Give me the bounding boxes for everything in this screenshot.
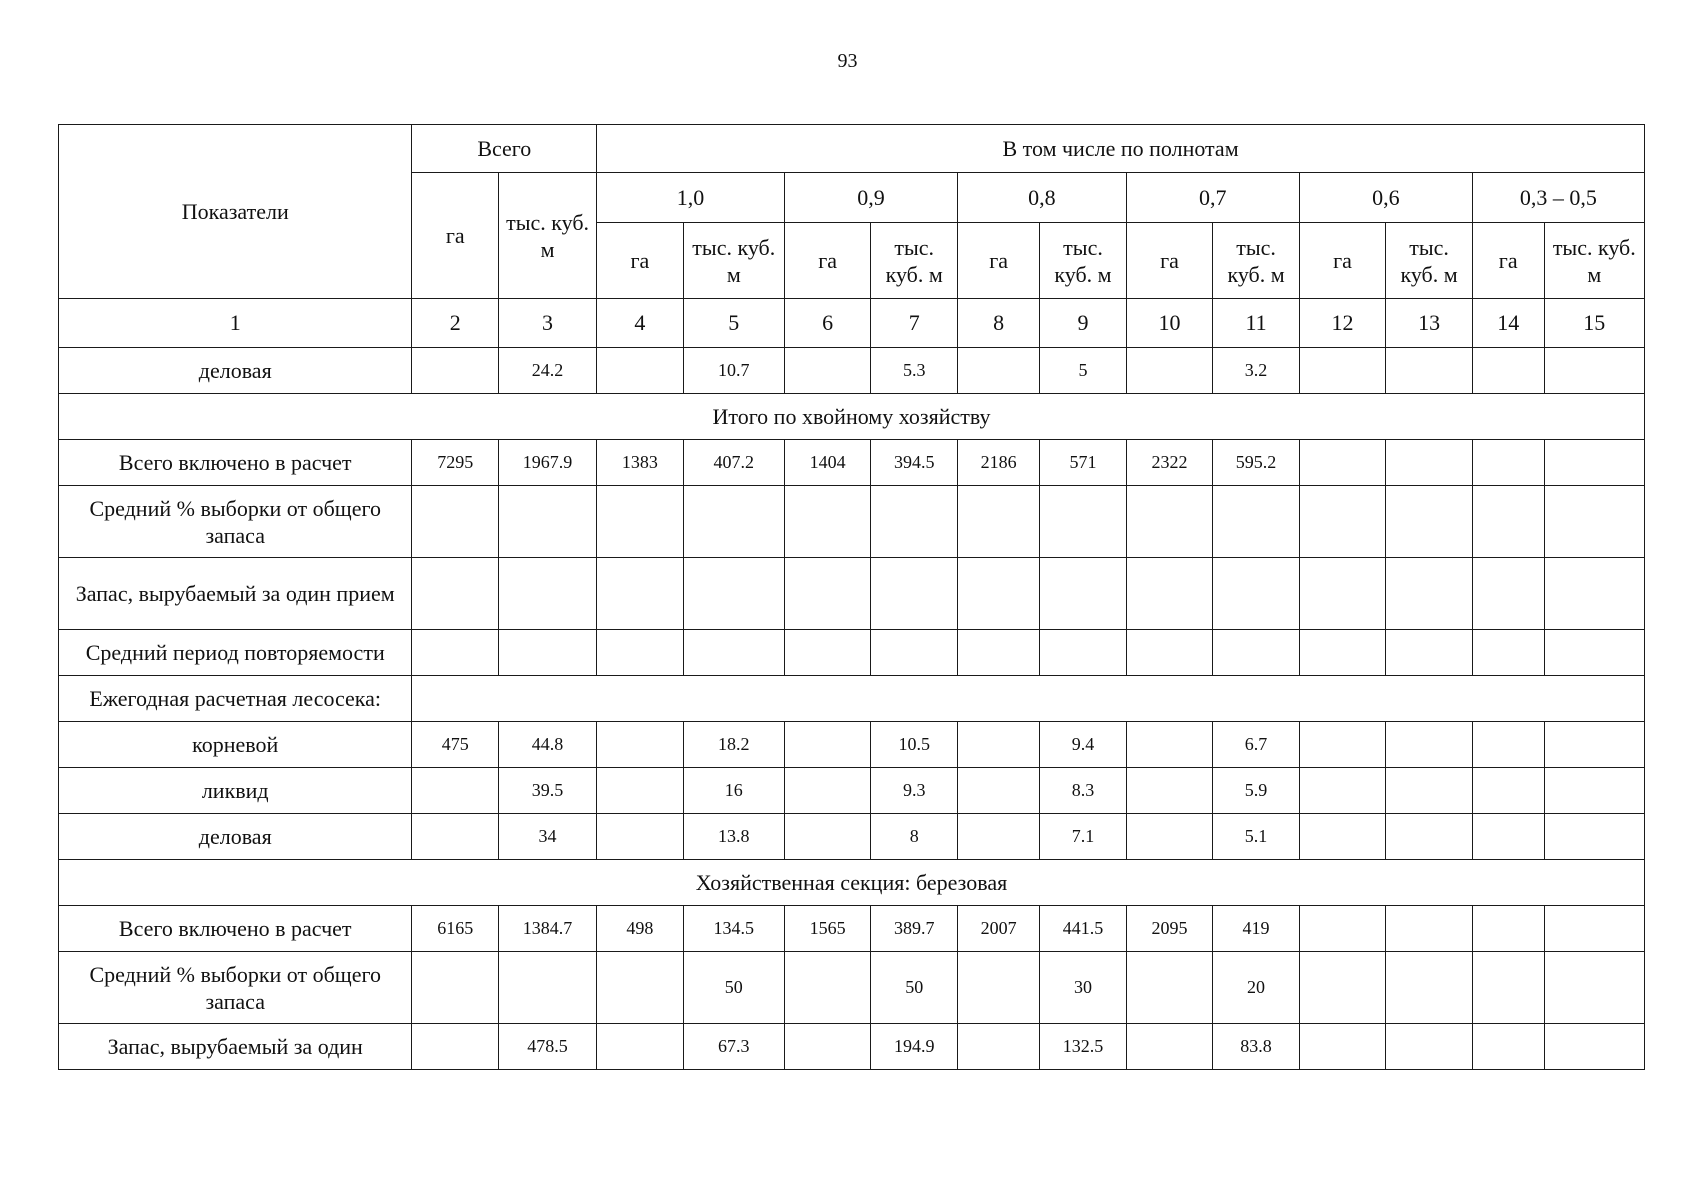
table-cell: 20 bbox=[1213, 952, 1300, 1024]
table-cell bbox=[1213, 486, 1300, 558]
table-cell bbox=[1544, 768, 1644, 814]
table-cell bbox=[1544, 722, 1644, 768]
table-cell bbox=[957, 952, 1039, 1024]
table-cell bbox=[597, 558, 684, 630]
row-label: Запас, вырубаемый за один прием bbox=[59, 558, 412, 630]
section-row bbox=[59, 860, 1645, 906]
table-cell: 2186 bbox=[957, 440, 1039, 486]
table-cell bbox=[412, 486, 499, 558]
table-cell bbox=[1126, 486, 1213, 558]
table-cell bbox=[1544, 952, 1644, 1024]
volume-header: тыс. куб. м bbox=[1386, 223, 1473, 299]
table-cell bbox=[1299, 630, 1386, 676]
table-cell: 83.8 bbox=[1213, 1024, 1300, 1070]
table-cell bbox=[1299, 952, 1386, 1024]
table-cell bbox=[1299, 722, 1386, 768]
table-cell: 1404 bbox=[784, 440, 871, 486]
row-label: Всего включено в расчет bbox=[59, 906, 412, 952]
row-label: Ежегодная расчетная лесосека: bbox=[59, 676, 412, 722]
total-header: Всего bbox=[412, 125, 597, 173]
total-volume-header: тыс. куб. м bbox=[498, 173, 596, 299]
table-cell bbox=[1213, 558, 1300, 630]
row-label: Средний % выборки от общего запаса bbox=[59, 486, 412, 558]
table-cell bbox=[683, 558, 784, 630]
table-cell bbox=[1386, 722, 1473, 768]
table-cell: 394.5 bbox=[871, 440, 958, 486]
table-cell: 16 bbox=[683, 768, 784, 814]
table-cell: 498 bbox=[597, 906, 684, 952]
table-cell bbox=[1299, 768, 1386, 814]
table-cell: 441.5 bbox=[1040, 906, 1127, 952]
table-cell bbox=[1472, 952, 1544, 1024]
ha-header: га bbox=[1472, 223, 1544, 299]
table-row bbox=[59, 486, 1645, 558]
column-number: 5 bbox=[683, 299, 784, 348]
table-cell bbox=[597, 630, 684, 676]
table-row bbox=[59, 348, 1645, 394]
density-header: 0,3 – 0,5 bbox=[1472, 173, 1644, 223]
column-number: 12 bbox=[1299, 299, 1386, 348]
total-ha-header: га bbox=[412, 173, 499, 299]
column-number: 15 bbox=[1544, 299, 1644, 348]
table-cell bbox=[957, 768, 1039, 814]
table-cell bbox=[871, 486, 958, 558]
table-cell bbox=[1544, 558, 1644, 630]
table-cell: 9.3 bbox=[871, 768, 958, 814]
by-density-header: В том числе по полнотам bbox=[597, 125, 1645, 173]
table-cell: 24.2 bbox=[498, 348, 596, 394]
table-cell: 39.5 bbox=[498, 768, 596, 814]
table-cell bbox=[1544, 348, 1644, 394]
table-cell bbox=[784, 630, 871, 676]
table-cell bbox=[1299, 906, 1386, 952]
table-cell: 50 bbox=[683, 952, 784, 1024]
row-label: корневой bbox=[59, 722, 412, 768]
table-cell bbox=[784, 768, 871, 814]
section-title: Хозяйственная секция: березовая bbox=[59, 860, 1645, 906]
table-cell: 5 bbox=[1040, 348, 1127, 394]
table-cell bbox=[683, 630, 784, 676]
table-cell bbox=[1126, 630, 1213, 676]
table-cell bbox=[1126, 1024, 1213, 1070]
table-cell: 30 bbox=[1040, 952, 1127, 1024]
table-cell: 8.3 bbox=[1040, 768, 1127, 814]
table-cell: 419 bbox=[1213, 906, 1300, 952]
table-cell bbox=[1386, 440, 1473, 486]
column-number: 6 bbox=[784, 299, 871, 348]
table-cell bbox=[412, 814, 499, 860]
table-cell: 7.1 bbox=[1040, 814, 1127, 860]
table-cell: 2095 bbox=[1126, 906, 1213, 952]
table-cell: 67.3 bbox=[683, 1024, 784, 1070]
table-cell bbox=[1126, 558, 1213, 630]
table-cell bbox=[784, 348, 871, 394]
table-cell bbox=[412, 630, 499, 676]
density-header: 0,8 bbox=[957, 173, 1126, 223]
table-cell bbox=[1472, 348, 1544, 394]
density-header: 0,6 bbox=[1299, 173, 1472, 223]
table-cell bbox=[784, 952, 871, 1024]
volume-header: тыс. куб. м bbox=[1213, 223, 1300, 299]
table-cell bbox=[1472, 630, 1544, 676]
column-number: 7 bbox=[871, 299, 958, 348]
table-cell: 13.8 bbox=[683, 814, 784, 860]
table-cell bbox=[1544, 486, 1644, 558]
table-cell bbox=[784, 486, 871, 558]
table-cell bbox=[1213, 630, 1300, 676]
table-cell bbox=[1386, 348, 1473, 394]
section-title: Итого по хвойному хозяйству bbox=[59, 394, 1645, 440]
density-header: 1,0 bbox=[597, 173, 785, 223]
volume-header: тыс. куб. м bbox=[1040, 223, 1127, 299]
table-cell bbox=[597, 486, 684, 558]
table-cell bbox=[597, 1024, 684, 1070]
table-cell bbox=[412, 952, 499, 1024]
volume-header: тыс. куб. м bbox=[871, 223, 958, 299]
table-cell: 34 bbox=[498, 814, 596, 860]
table-cell bbox=[597, 952, 684, 1024]
table-cell bbox=[498, 952, 596, 1024]
table-cell bbox=[1299, 814, 1386, 860]
column-number: 1 bbox=[59, 299, 412, 348]
table-cell: 9.4 bbox=[1040, 722, 1127, 768]
table-cell: 407.2 bbox=[683, 440, 784, 486]
table-cell bbox=[871, 630, 958, 676]
table-cell: 6.7 bbox=[1213, 722, 1300, 768]
volume-header: тыс. куб. м bbox=[683, 223, 784, 299]
table-row bbox=[59, 768, 1645, 814]
table-cell bbox=[1386, 906, 1473, 952]
table-cell bbox=[412, 768, 499, 814]
table-cell bbox=[1386, 630, 1473, 676]
table-row bbox=[59, 440, 1645, 486]
column-number: 2 bbox=[412, 299, 499, 348]
density-header: 0,9 bbox=[784, 173, 957, 223]
column-number: 13 bbox=[1386, 299, 1473, 348]
table-cell bbox=[1126, 952, 1213, 1024]
table-cell bbox=[597, 814, 684, 860]
table-cell bbox=[1544, 906, 1644, 952]
table-cell bbox=[1040, 630, 1127, 676]
table-cell: 478.5 bbox=[498, 1024, 596, 1070]
table-cell bbox=[1126, 814, 1213, 860]
column-number: 11 bbox=[1213, 299, 1300, 348]
table-cell bbox=[1386, 952, 1473, 1024]
table-cell: 18.2 bbox=[683, 722, 784, 768]
table-cell bbox=[1386, 558, 1473, 630]
indicators-header: Показатели bbox=[59, 125, 412, 299]
table-cell: 571 bbox=[1040, 440, 1127, 486]
table-cell: 1383 bbox=[597, 440, 684, 486]
table-row bbox=[59, 814, 1645, 860]
table-cell bbox=[1126, 768, 1213, 814]
table-cell bbox=[871, 558, 958, 630]
table-cell: 1967.9 bbox=[498, 440, 596, 486]
table-cell: 10.5 bbox=[871, 722, 958, 768]
density-header: 0,7 bbox=[1126, 173, 1299, 223]
table-cell bbox=[1299, 348, 1386, 394]
table-cell bbox=[1040, 558, 1127, 630]
table-cell: 5.9 bbox=[1213, 768, 1300, 814]
table-cell: 134.5 bbox=[683, 906, 784, 952]
column-number: 8 bbox=[957, 299, 1039, 348]
table-cell: 194.9 bbox=[871, 1024, 958, 1070]
ha-header: га bbox=[784, 223, 871, 299]
table-cell: 3.2 bbox=[1213, 348, 1300, 394]
table-cell: 2007 bbox=[957, 906, 1039, 952]
table-cell bbox=[957, 348, 1039, 394]
table-cell: 1384.7 bbox=[498, 906, 596, 952]
table-cell bbox=[784, 558, 871, 630]
table-cell bbox=[1472, 768, 1544, 814]
ha-header: га bbox=[1299, 223, 1386, 299]
table-cell: 5.3 bbox=[871, 348, 958, 394]
column-number: 9 bbox=[1040, 299, 1127, 348]
table-cell bbox=[597, 768, 684, 814]
table-cell bbox=[1040, 486, 1127, 558]
table-cell: 5.1 bbox=[1213, 814, 1300, 860]
page-number: 93 bbox=[837, 50, 858, 72]
table-cell bbox=[412, 1024, 499, 1070]
table-cell bbox=[957, 558, 1039, 630]
volume-header: тыс. куб. м bbox=[1544, 223, 1644, 299]
table-cell: 50 bbox=[871, 952, 958, 1024]
table-cell bbox=[498, 630, 596, 676]
table-row bbox=[59, 722, 1645, 768]
table-cell bbox=[1472, 722, 1544, 768]
table-cell bbox=[1126, 348, 1213, 394]
table-cell: 10.7 bbox=[683, 348, 784, 394]
row-label: деловая bbox=[59, 348, 412, 394]
column-numbers-row bbox=[59, 299, 1645, 348]
column-number: 14 bbox=[1472, 299, 1544, 348]
table-cell: 595.2 bbox=[1213, 440, 1300, 486]
table-cell: 6165 bbox=[412, 906, 499, 952]
ha-header: га bbox=[1126, 223, 1213, 299]
table-cell bbox=[1472, 1024, 1544, 1070]
table-cell bbox=[597, 348, 684, 394]
table-cell bbox=[1544, 1024, 1644, 1070]
row-label: Средний % выборки от общего запаса bbox=[59, 952, 412, 1024]
empty-span-cell bbox=[412, 676, 1645, 722]
table-cell: 2322 bbox=[1126, 440, 1213, 486]
table-cell bbox=[784, 814, 871, 860]
forest-stock-table bbox=[58, 124, 1645, 1070]
table-cell bbox=[1472, 558, 1544, 630]
table-cell bbox=[1472, 486, 1544, 558]
table-cell bbox=[1472, 906, 1544, 952]
table-cell bbox=[1299, 1024, 1386, 1070]
ha-header: га bbox=[597, 223, 684, 299]
table-cell bbox=[1386, 486, 1473, 558]
column-number: 10 bbox=[1126, 299, 1213, 348]
table-cell bbox=[1544, 630, 1644, 676]
table-cell bbox=[412, 558, 499, 630]
table-cell bbox=[1544, 440, 1644, 486]
table-cell bbox=[683, 486, 784, 558]
section-row bbox=[59, 394, 1645, 440]
ha-header: га bbox=[957, 223, 1039, 299]
table-cell bbox=[1386, 1024, 1473, 1070]
row-label: Средний период повторяемости bbox=[59, 630, 412, 676]
row-label: Всего включено в расчет bbox=[59, 440, 412, 486]
table-row bbox=[59, 952, 1645, 1024]
table-cell bbox=[1299, 486, 1386, 558]
table-row bbox=[59, 558, 1645, 630]
table-cell bbox=[1544, 814, 1644, 860]
table-cell: 8 bbox=[871, 814, 958, 860]
table-cell bbox=[957, 630, 1039, 676]
table-cell: 7295 bbox=[412, 440, 499, 486]
table-cell bbox=[1299, 558, 1386, 630]
table-cell: 44.8 bbox=[498, 722, 596, 768]
table-cell bbox=[498, 558, 596, 630]
column-number: 3 bbox=[498, 299, 596, 348]
table-cell bbox=[597, 722, 684, 768]
table-cell: 1565 bbox=[784, 906, 871, 952]
table-cell bbox=[957, 722, 1039, 768]
table-cell bbox=[498, 486, 596, 558]
table-cell bbox=[1472, 814, 1544, 860]
table-cell: 475 bbox=[412, 722, 499, 768]
subheader-row bbox=[59, 676, 1645, 722]
table-cell: 132.5 bbox=[1040, 1024, 1127, 1070]
table-cell bbox=[412, 348, 499, 394]
table-cell bbox=[784, 722, 871, 768]
table-cell bbox=[784, 1024, 871, 1070]
row-label: ликвид bbox=[59, 768, 412, 814]
table-row bbox=[59, 906, 1645, 952]
table-cell bbox=[1386, 768, 1473, 814]
row-label: Запас, вырубаемый за один bbox=[59, 1024, 412, 1070]
table-cell bbox=[1472, 440, 1544, 486]
table-cell bbox=[957, 486, 1039, 558]
table-cell: 389.7 bbox=[871, 906, 958, 952]
table-row bbox=[59, 1024, 1645, 1070]
table-cell bbox=[1126, 722, 1213, 768]
table-cell bbox=[1386, 814, 1473, 860]
column-number: 4 bbox=[597, 299, 684, 348]
table-cell bbox=[957, 1024, 1039, 1070]
row-label: деловая bbox=[59, 814, 412, 860]
table-cell bbox=[957, 814, 1039, 860]
table-row bbox=[59, 630, 1645, 676]
table-cell bbox=[1299, 440, 1386, 486]
